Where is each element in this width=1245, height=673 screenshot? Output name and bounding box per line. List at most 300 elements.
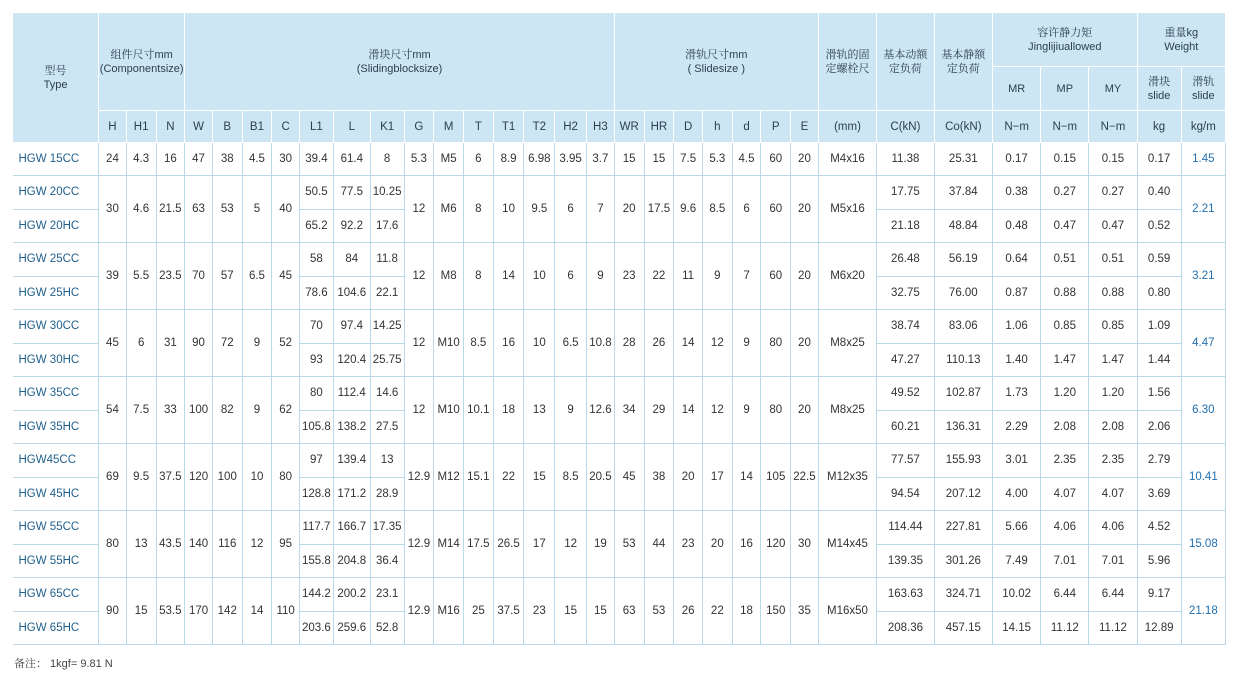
spec-cell: 82 [212,377,242,444]
spec-cell: 7 [586,176,614,243]
unit-header: Co(kN) [934,111,992,143]
spec-cell: 31 [156,310,185,377]
spec-cell: 2.35 [1041,444,1089,478]
spec-cell: 17 [702,444,732,511]
spec-cell: 12 [242,511,272,578]
spec-cell: 155.8 [300,544,334,578]
unit-header: C(kN) [877,111,934,143]
spec-cell: 61.4 [333,143,370,176]
spec-cell: 2.08 [1041,410,1089,444]
weight-rail-header [1181,67,1225,111]
spec-cell: 207.12 [934,477,992,511]
spec-cell: 7 [732,243,761,310]
spec-cell: 0.59 [1137,243,1181,277]
spec-cell: HGW 45HC [13,477,99,511]
spec-cell: HGW 55CC [13,511,99,545]
spec-cell: 28.9 [370,477,404,511]
spec-body [13,143,1226,645]
spec-cell: 58 [300,243,334,277]
unit-header: P [761,111,791,143]
spec-cell: 30 [272,143,300,176]
unit-header: D [674,111,703,143]
spec-cell: M8x25 [818,310,876,377]
spec-cell: 20 [791,176,819,243]
spec-cell: 77.5 [333,176,370,210]
unit-header: N−m [1041,111,1089,143]
unit-header: H1 [126,111,156,143]
spec-cell: 35 [791,578,819,645]
spec-cell: 6.98 [524,143,555,176]
spec-cell: M10 [434,377,464,444]
unit-header: T [463,111,493,143]
spec-cell: 10 [493,176,524,243]
spec-cell: 23 [524,578,555,645]
spec-cell: 29 [644,377,674,444]
spec-cell: 20 [614,176,644,243]
spec-cell: 104.6 [333,276,370,310]
spec-cell: HGW 30CC [13,310,99,344]
spec-cell: 5.5 [126,243,156,310]
spec-cell: HGW 25CC [13,243,99,277]
spec-cell: 19 [586,511,614,578]
dynamic-load-header: 基本动额定负荷 [877,13,934,111]
spec-cell: 15.1 [463,444,493,511]
spec-cell: 22.5 [791,444,819,511]
spec-cell: M8x25 [818,377,876,444]
spec-cell: 37.5 [493,578,524,645]
spec-cell: 0.85 [1089,310,1137,344]
rail-size-header [614,13,818,111]
spec-cell: 12 [404,310,434,377]
spec-cell: 5.96 [1137,544,1181,578]
spec-cell: 1.09 [1137,310,1181,344]
spec-cell: 3.01 [993,444,1041,478]
spec-cell: 13 [126,511,156,578]
spec-cell: 30 [99,176,127,243]
spec-cell: 7.5 [126,377,156,444]
spec-cell: 2.08 [1089,410,1137,444]
spec-cell: 10 [524,243,555,310]
rail-size-en: ( Slidesize ) [687,62,746,75]
spec-cell: 0.38 [993,176,1041,210]
spec-cell: 4.07 [1041,477,1089,511]
spec-cell: HGW 30HC [13,343,99,377]
spec-cell: 69 [99,444,127,511]
spec-cell: 1.40 [993,343,1041,377]
spec-cell: 128.8 [300,477,334,511]
spec-cell: 100 [185,377,213,444]
spec-cell: 102.87 [934,377,992,411]
spec-cell: 4.47 [1181,310,1225,377]
spec-cell: 171.2 [333,477,370,511]
spec-table [12,12,1226,645]
spec-cell: 70 [300,310,334,344]
spec-cell: 4.5 [242,143,272,176]
weight-slide-en: slide [1147,89,1171,102]
model-header-en: Type [43,78,68,91]
spec-cell: 77.57 [877,444,934,478]
spec-cell: 142 [212,578,242,645]
spec-cell: 163.63 [877,578,934,612]
spec-cell: 15 [524,444,555,511]
spec-cell: 45 [272,243,300,310]
spec-cell: 11 [674,243,703,310]
spec-cell: 70 [185,243,213,310]
spec-cell: 48.84 [934,209,992,243]
spec-cell: 30 [791,511,819,578]
weight-slide-header [1137,67,1181,111]
spec-cell: 0.27 [1041,176,1089,210]
spec-cell: 53.5 [156,578,185,645]
spec-cell: 53 [614,511,644,578]
unit-header: W [185,111,213,143]
spec-cell: 97 [300,444,334,478]
spec-cell: M8 [434,243,464,310]
spec-cell: 4.3 [126,143,156,176]
spec-cell: 1.06 [993,310,1041,344]
spec-cell: 1.56 [1137,377,1181,411]
weight-header-en: Weight [1164,40,1199,53]
spec-cell: 25.31 [934,143,992,176]
spec-cell: 17.5 [463,511,493,578]
spec-cell: 60 [761,143,791,176]
unit-header: G [404,111,434,143]
spec-cell: 9 [555,377,587,444]
moment-header-cn: 容许静力矩 [1037,26,1093,39]
moment-header [993,13,1138,67]
spec-cell: 80 [272,444,300,511]
spec-cell: 16 [493,310,524,377]
unit-header: C [272,111,300,143]
spec-cell: 2.06 [1137,410,1181,444]
spec-cell: 2.29 [993,410,1041,444]
unit-header: B1 [242,111,272,143]
weight-slide-cn: 滑块 [1148,75,1171,88]
table-row [13,444,1226,478]
spec-cell: 9.5 [126,444,156,511]
spec-cell: 27.5 [370,410,404,444]
spec-cell: 17.35 [370,511,404,545]
spec-cell: 14 [674,377,703,444]
component-size-en: (Componentsize) [99,62,184,75]
spec-cell: 6.30 [1181,377,1225,444]
spec-cell: 7.01 [1089,544,1137,578]
spec-cell: 21.18 [1181,578,1225,645]
spec-cell: 2.21 [1181,176,1225,243]
block-size-header [185,13,615,111]
my-header: MY [1089,67,1137,111]
spec-cell: 100 [212,444,242,511]
spec-cell: 1.47 [1041,343,1089,377]
spec-cell: 0.15 [1041,143,1089,176]
spec-cell: 8 [370,143,404,176]
spec-cell: 23 [614,243,644,310]
spec-cell: 80 [300,377,334,411]
spec-cell: 7.5 [674,143,703,176]
spec-cell: 32.75 [877,276,934,310]
spec-cell: 76.00 [934,276,992,310]
spec-cell: 26 [674,578,703,645]
spec-cell: 9 [586,243,614,310]
spec-cell: 6 [555,176,587,243]
spec-cell: 0.47 [1089,209,1137,243]
bolt-header: 滑轨的固定螺栓尺 [818,13,876,111]
spec-cell: 14 [242,578,272,645]
model-header-cn: 型号 [44,64,67,77]
block-size-cn: 滑块尺寸mm [368,48,431,61]
spec-cell: 6.5 [555,310,587,377]
spec-cell: 53 [212,176,242,243]
spec-cell: 259.6 [333,611,370,645]
spec-cell: 26 [644,310,674,377]
unit-header: N−m [1089,111,1137,143]
spec-cell: 17.75 [877,176,934,210]
spec-cell: 43.5 [156,511,185,578]
spec-cell: M16 [434,578,464,645]
spec-cell: 6.44 [1041,578,1089,612]
spec-cell: HGW 35CC [13,377,99,411]
spec-cell: 15.08 [1181,511,1225,578]
spec-cell: 155.93 [934,444,992,478]
spec-cell: 17 [524,511,555,578]
spec-cell: 0.87 [993,276,1041,310]
rail-size-cn: 滑轨尺寸mm [685,48,748,61]
table-row [13,377,1226,411]
spec-cell: 21.18 [877,209,934,243]
spec-cell: 20.5 [586,444,614,511]
spec-cell: 0.17 [1137,143,1181,176]
unit-header: kg [1137,111,1181,143]
spec-cell: 15 [126,578,156,645]
spec-cell: 4.07 [1089,477,1137,511]
static-load-header: 基本静额定负荷 [934,13,992,111]
spec-cell: 54 [99,377,127,444]
spec-cell: HGW 20CC [13,176,99,210]
spec-cell: 92.2 [333,209,370,243]
spec-cell: 28 [614,310,644,377]
unit-header: HR [644,111,674,143]
spec-cell: M5x16 [818,176,876,243]
spec-cell: 4.5 [732,143,761,176]
spec-cell: 2.35 [1089,444,1137,478]
spec-cell: 84 [333,243,370,277]
spec-cell: 60.21 [877,410,934,444]
spec-cell: 62 [272,377,300,444]
spec-cell: 110.13 [934,343,992,377]
table-row [13,143,1226,176]
spec-cell: 457.15 [934,611,992,645]
spec-cell: 60 [761,243,791,310]
table-row [13,511,1226,545]
spec-cell: 12 [404,176,434,243]
spec-cell: 1.20 [1041,377,1089,411]
spec-cell: 6 [463,143,493,176]
weight-rail-cn: 滑轨 [1192,75,1215,88]
spec-cell: 112.4 [333,377,370,411]
spec-cell: 200.2 [333,578,370,612]
spec-cell: 22 [702,578,732,645]
spec-cell: 49.52 [877,377,934,411]
spec-cell: 0.48 [993,209,1041,243]
spec-cell: 20 [791,310,819,377]
spec-cell: 4.06 [1041,511,1089,545]
spec-cell: 25.75 [370,343,404,377]
unit-header: N−m [993,111,1041,143]
spec-cell: 144.2 [300,578,334,612]
spec-cell: 170 [185,578,213,645]
spec-cell: 12.6 [586,377,614,444]
table-row [13,310,1226,344]
spec-cell: M5 [434,143,464,176]
spec-cell: 166.7 [333,511,370,545]
spec-cell: HGW 20HC [13,209,99,243]
table-row [13,176,1226,210]
spec-cell: 11.38 [877,143,934,176]
spec-cell: 8 [463,243,493,310]
spec-cell: 7.01 [1041,544,1089,578]
spec-cell: 2.79 [1137,444,1181,478]
spec-cell: 0.27 [1089,176,1137,210]
spec-cell: HGW 65HC [13,611,99,645]
spec-cell: 5.66 [993,511,1041,545]
spec-cell: 23.5 [156,243,185,310]
unit-header: B [212,111,242,143]
spec-cell: 22.1 [370,276,404,310]
spec-cell: 8.9 [493,143,524,176]
spec-cell: 11.8 [370,243,404,277]
spec-cell: 63 [614,578,644,645]
unit-header: d [732,111,761,143]
spec-cell: 203.6 [300,611,334,645]
unit-header: N [156,111,185,143]
spec-cell: 45 [99,310,127,377]
spec-cell: 15 [644,143,674,176]
spec-cell: M14x45 [818,511,876,578]
table-row [13,243,1226,277]
spec-cell: 22 [644,243,674,310]
spec-cell: 4.00 [993,477,1041,511]
spec-cell: 26.48 [877,243,934,277]
spec-cell: 0.52 [1137,209,1181,243]
spec-cell: 4.06 [1089,511,1137,545]
spec-cell: 105 [761,444,791,511]
spec-cell: 18 [732,578,761,645]
spec-cell: 47.27 [877,343,934,377]
unit-header: L1 [300,111,334,143]
spec-cell: 140 [185,511,213,578]
spec-cell: 94.54 [877,477,934,511]
spec-cell: 13 [524,377,555,444]
spec-cell: 12 [702,310,732,377]
spec-cell: 0.88 [1089,276,1137,310]
spec-cell: 39 [99,243,127,310]
spec-cell: 65.2 [300,209,334,243]
spec-cell: M12 [434,444,464,511]
spec-cell: 56.19 [934,243,992,277]
spec-cell: 38 [644,444,674,511]
spec-cell: 12.9 [404,511,434,578]
spec-cell: 0.47 [1041,209,1089,243]
spec-cell: 45 [614,444,644,511]
spec-cell: 9.17 [1137,578,1181,612]
spec-cell: 14.25 [370,310,404,344]
spec-cell: 47 [185,143,213,176]
spec-cell: 9.6 [674,176,703,243]
unit-header: E [791,111,819,143]
spec-cell: 38 [212,143,242,176]
spec-cell: 57 [212,243,242,310]
spec-cell: 12.89 [1137,611,1181,645]
spec-cell: HGW 15CC [13,143,99,176]
spec-cell: 11.12 [1041,611,1089,645]
unit-header: WR [614,111,644,143]
spec-cell: 10 [242,444,272,511]
unit-header: M [434,111,464,143]
spec-cell: 0.17 [993,143,1041,176]
spec-cell: 12 [404,377,434,444]
footnote: 备注： 1kgf= 9.81 N [14,658,113,670]
spec-cell: 95 [272,511,300,578]
component-size-header [99,13,185,111]
spec-cell: 1.47 [1089,343,1137,377]
spec-cell: 9 [242,310,272,377]
spec-cell: 37.5 [156,444,185,511]
spec-cell: 120.4 [333,343,370,377]
spec-cell: 8.5 [555,444,587,511]
spec-cell: 90 [185,310,213,377]
spec-cell: 105.8 [300,410,334,444]
spec-cell: 18 [493,377,524,444]
spec-cell: 9 [732,377,761,444]
spec-cell: 117.7 [300,511,334,545]
unit-header: T1 [493,111,524,143]
spec-cell: 0.80 [1137,276,1181,310]
spec-cell: 14 [674,310,703,377]
spec-cell: 80 [761,377,791,444]
spec-cell: 9 [732,310,761,377]
spec-cell: M12x35 [818,444,876,511]
spec-cell: 12 [404,243,434,310]
spec-cell: 301.26 [934,544,992,578]
spec-cell: 13 [370,444,404,478]
spec-cell: 12.9 [404,578,434,645]
spec-cell: 83.06 [934,310,992,344]
spec-cell: 150 [761,578,791,645]
spec-cell: 26.5 [493,511,524,578]
spec-cell: 39.4 [300,143,334,176]
spec-cell: 10.1 [463,377,493,444]
spec-cell: 3.21 [1181,243,1225,310]
spec-cell: 21.5 [156,176,185,243]
mr-header: MR [993,67,1041,111]
spec-cell: 14 [493,243,524,310]
spec-cell: 17.6 [370,209,404,243]
weight-rail-en: slide [1192,89,1215,102]
spec-cell: 16 [732,511,761,578]
spec-cell: 34 [614,377,644,444]
spec-cell: 53 [644,578,674,645]
spec-cell: 0.85 [1041,310,1089,344]
spec-cell: 136.31 [934,410,992,444]
spec-cell: 324.71 [934,578,992,612]
spec-cell: 15 [614,143,644,176]
spec-cell: 120 [185,444,213,511]
spec-cell: 33 [156,377,185,444]
spec-cell: 9 [702,243,732,310]
spec-cell: 1.45 [1181,143,1225,176]
spec-cell: 12 [702,377,732,444]
block-size-en: (Slidingblocksize) [356,62,443,75]
